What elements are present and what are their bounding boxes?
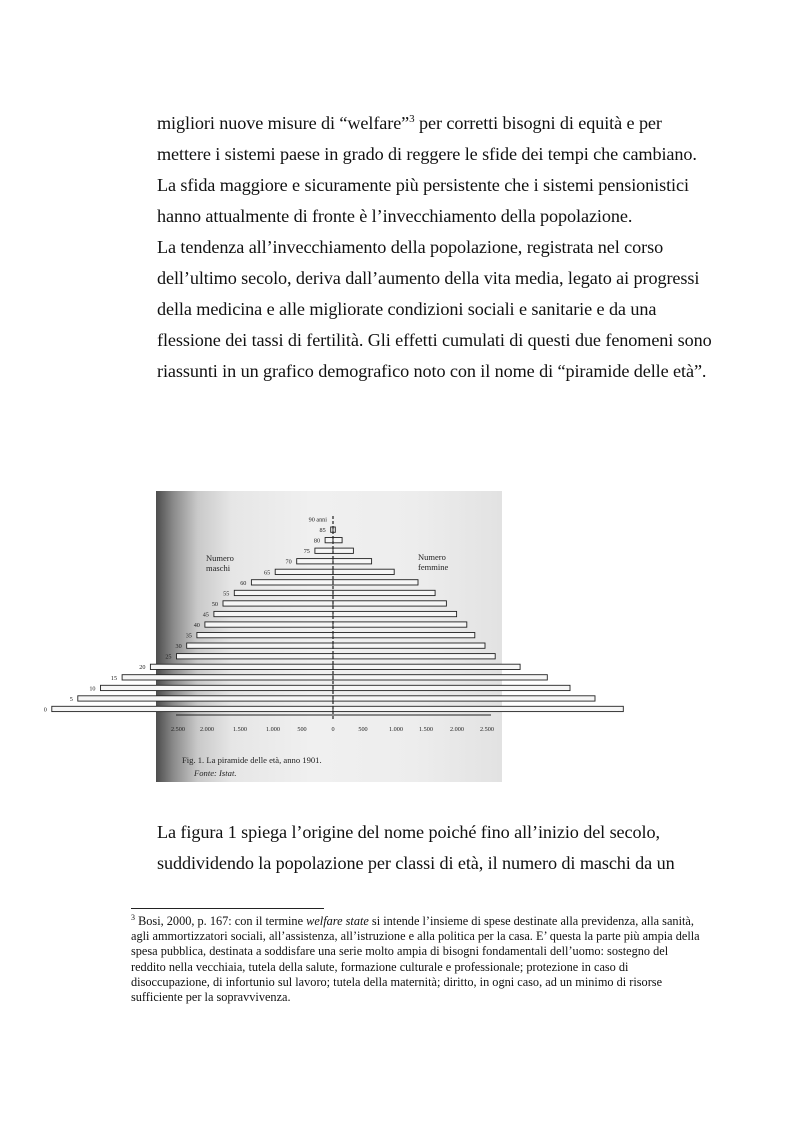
age-label-60: 60 [240,579,247,587]
bar-male-20 [150,664,333,669]
x-tick-label: 2.500 [480,726,494,733]
footnote-number: 3 [131,913,135,922]
bar-male-50 [223,601,333,606]
age-pyramid-figure [43,491,502,782]
bar-male-35 [197,633,333,638]
x-tick-label: 1.500 [233,726,247,733]
bar-female-50 [333,601,446,606]
bar-female-20 [333,664,520,669]
paragraph-trend: La tendenza all’invecchiamento della popolazione, registrata nel corso dell’ultimo secolo, deriva dall’aumento della vita media, legato ai progressi della medicina e alle migliorate condizioni sociali e sanitarie e da una flessione dei tassi di fertilità. Gli effetti cumulati di questi due fenomeni sono riassunti in un grafico demografico noto con il nome di “piramide delle età”. [157,237,712,381]
bar-male-60 [251,580,333,585]
body-text-upper [157,108,717,387]
ticks-layer [171,726,494,733]
age-label-25: 25 [165,653,172,661]
bar-male-70 [297,559,333,564]
age-label-65: 65 [264,569,271,577]
age-label-70: 70 [285,558,292,566]
bar-female-70 [333,559,372,564]
age-label-20: 20 [139,664,146,672]
bar-female-25 [333,654,495,659]
bar-male-10 [101,685,334,690]
paragraph-welfare [157,108,717,170]
x-tick-label: 2.500 [171,726,185,733]
footnote-text: si intende l’insieme di spese destinate alla previdenza, alla sanità, agli ammortizzatori sociali, all’assistenza, all’istruzione e alla politica per la casa. E’ questa la parte più ampia della spesa pubblica, destinata a soddisfare una serie molto ampia di bisogni fondamentali dell’uomo: sostegno del reddito nella vecchiaia, tutela della salute, formazione culturale e professionale; protezione in caso di disoccupazione, di infortunio sul lavoro; tutela della maternità; diritto, in ogni caso, ad un minimo di risorse sufficiente per la sopravvivenza. [131,914,700,1005]
bar-female-0 [333,706,623,711]
paragraph-text: migliori nuove misure di “welfare” [157,113,410,133]
female-label-line-1: Numero [418,552,446,562]
figure-caption: Fig. 1. La piramide delle età, anno 1901. [182,755,322,765]
bar-male-40 [205,622,333,627]
bar-male-30 [187,643,333,648]
x-tick-label: 1.500 [419,726,433,733]
age-pyramid-chart [43,491,502,782]
age-label-5: 5 [69,695,73,703]
bar-male-55 [234,590,333,595]
bar-female-45 [333,611,457,616]
bar-male-65 [275,569,333,574]
age-label-85: 85 [319,527,326,534]
x-tick-label: 2.000 [200,726,214,733]
bar-female-5 [333,696,595,701]
body-text-lower [157,817,717,879]
bar-male-0 [52,706,333,711]
bar-female-65 [333,569,394,574]
footnote-divider [131,908,324,909]
footnote-ref[interactable]: 3 [409,113,415,125]
age-label-40: 40 [193,622,200,629]
age-label-75: 75 [303,548,310,556]
figure-source: Fonte: Istat. [194,768,237,778]
age-label-80: 80 [313,537,321,545]
x-tick-label: 500 [297,726,307,733]
male-label-line-2: maschi [206,563,231,573]
x-tick-label: 500 [358,726,368,733]
female-label-line-2: femmine [418,562,449,572]
age-label-55: 55 [223,590,230,598]
bar-female-10 [333,685,570,690]
x-tick-label: 2.000 [450,726,464,733]
age-label-45: 45 [202,611,209,619]
paragraph-text: per corretti bisogni di equità e per mettere i sistemi paese in grado di reggere le sfide dei tempi che cambiano. [157,113,697,164]
bar-male-80 [325,538,333,543]
bar-male-25 [177,654,334,659]
bar-female-55 [333,590,435,595]
bar-male-5 [78,696,333,701]
age-label-0: 0 [43,706,47,714]
x-tick-label: 1.000 [266,726,280,733]
x-tick-label: 1.000 [389,726,403,733]
bar-female-15 [333,675,547,680]
footnote [131,914,701,1005]
male-label-line-1: Numero [206,553,234,563]
bar-female-30 [333,643,485,648]
bar-female-75 [333,548,353,553]
bar-male-45 [214,611,333,616]
bar-male-15 [122,675,333,680]
bar-female-35 [333,633,475,638]
bar-male-75 [315,548,333,553]
age-label-30: 30 [175,643,182,651]
age-label-90: 90 anni [308,516,327,524]
age-label-10: 10 [89,685,96,693]
age-label-35: 35 [185,632,192,640]
bar-female-80 [333,538,342,543]
paragraph-figure-explanation: La figura 1 spiega l’origine del nome poiché fino all’inizio del secolo, suddividendo la popolazione per classi di età, il numero di maschi da un [157,822,675,873]
bar-female-60 [333,580,418,585]
bar-female-40 [333,622,467,627]
footnote-text: Bosi, 2000, p. 167: con il termine [135,914,307,928]
footnote-emphasis: welfare state [306,914,369,928]
age-label-50: 50 [211,600,218,608]
age-label-15: 15 [110,674,118,682]
x-tick-label: 0 [331,726,335,733]
paragraph-challenge: La sfida maggiore e sicuramente più persistente che i sistemi pensionistici hanno attualmente di fronte è l’invecchiamento della popolazione. [157,175,689,226]
